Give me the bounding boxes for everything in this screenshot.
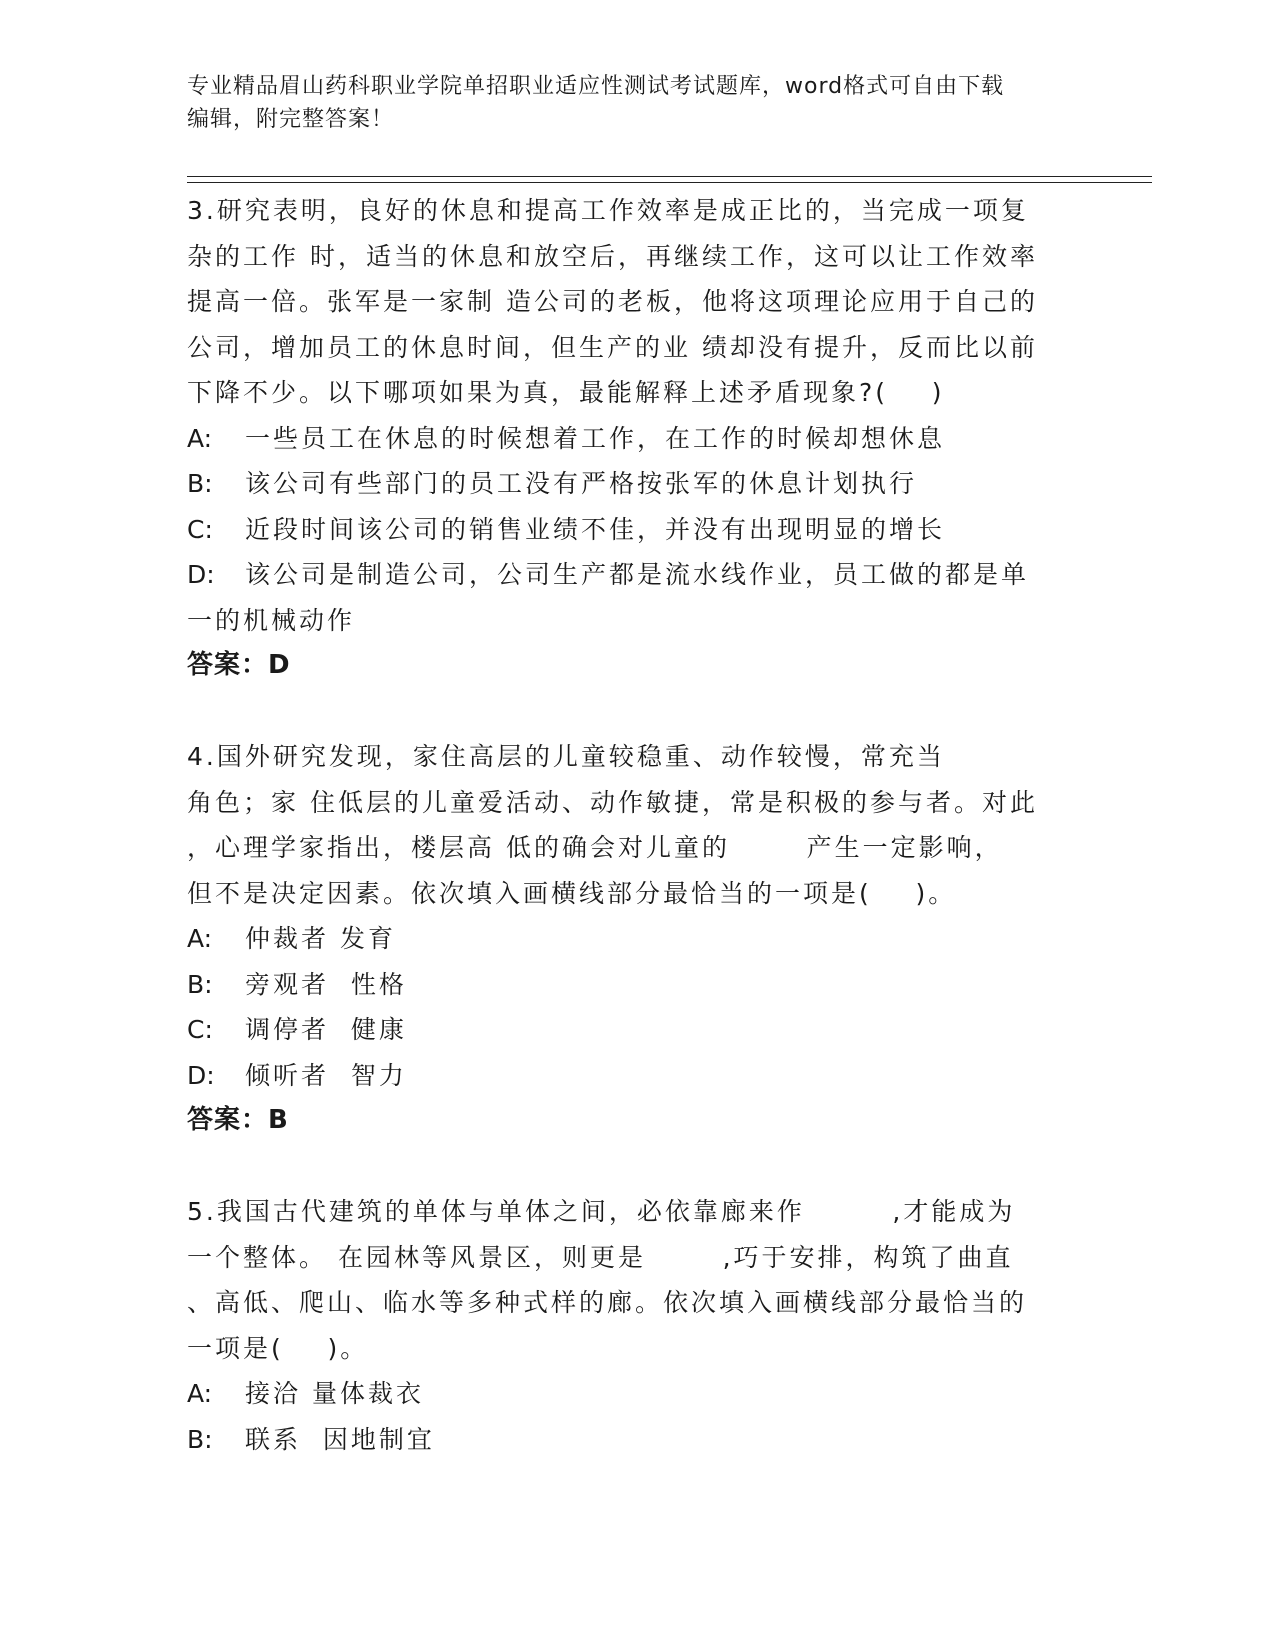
question-text-line: 3.研究表明，良好的休息和提高工作效率是成正比的，当完成一项复 [187,196,1029,225]
option-key: B: [187,1424,213,1454]
question-text-line: 5.我国古代建筑的单体与单体之间，必依靠廊来作 ,才能成为 [187,1197,1016,1226]
option-text: 旁观者 性格 [245,969,407,999]
document-body [187,188,1087,1462]
option-c [187,507,1087,553]
option-text: 倾听者 智力 [245,1060,407,1090]
option-b [187,461,1087,507]
option-text: 联系 因地制宜 [245,1424,435,1454]
option-text: 近段时间该公司的销售业绩不佳，并没有出现明显的增长 [245,514,946,544]
question-5 [187,1189,1087,1462]
question-text-line: ，心理学家指出，楼层高 低的确会对儿童的 产生一定影响， [187,833,1003,862]
header-rule-top [187,176,1152,177]
option-text: 该公司有些部门的员工没有严格按张军的休息计划执行 [245,469,918,498]
spacer [187,1144,1087,1190]
header-line-2: 编辑，附完整答案！ [187,107,395,132]
option-text: 一些员工在休息的时候想着工作，在工作的时候却想休息 [245,423,946,453]
spacer [187,689,1087,735]
option-text: 仲裁者 发育 [245,924,396,953]
question-text-line: 一个整体。 在园林等风景区，则更是 ,巧于安排，构筑了曲直 [187,1242,1014,1272]
option-key: A: [187,1379,213,1408]
question-4 [187,734,1087,1144]
option-key: B: [187,969,213,999]
option-d [187,552,1087,598]
option-a [187,416,1087,462]
option-key: D: [187,560,215,589]
question-3 [187,188,1087,689]
option-continuation: 一的机械动作 [187,605,356,635]
header-line-1: 专业精品眉山药科职业学院单招职业适应性测试考试题库，word格式可自由下载 [187,74,1005,99]
question-text-line: 、高低、爬山、临水等多种式样的廊。依次填入画横线部分最恰当的 [187,1288,1028,1317]
option-key: A: [187,924,213,953]
question-text-line: 但不是决定因素。依次填入画横线部分最恰当的一项是( )。 [187,878,957,908]
option-text: 调停者 健康 [245,1015,407,1044]
option-key: B: [187,469,213,498]
option-c [187,1007,1087,1053]
question-text-line: 角色；家 住低层的儿童爱活动、动作敏捷，常是积极的参与者。对此 [187,787,1038,817]
option-a [187,1371,1087,1417]
document-header [187,70,1087,136]
option-text: 接洽 量体裁衣 [245,1379,424,1408]
question-text-line: 下降不少。以下哪项如果为真，最能解释上述矛盾现象?( ) [187,378,945,407]
option-text: 该公司是制造公司，公司生产都是流水线作业，员工做的都是单 [245,560,1030,589]
option-key: D: [187,1060,215,1090]
option-key: C: [187,514,213,544]
option-key: C: [187,1015,213,1044]
answer-label: 答案：B [187,1105,289,1135]
option-b [187,962,1087,1008]
question-text-line: 杂的工作 时，适当的休息和放空后，再继续工作，这可以让工作效率 [187,241,1038,271]
question-text-line: 4.国外研究发现，家住高层的儿童较稳重、动作较慢，常充当 [187,742,945,771]
header-rule-bottom [187,182,1152,183]
question-text-line: 公司，增加员工的休息时间，但生产的业 绩却没有提升，反而比以前 [187,332,1038,362]
question-text-line: 提高一倍。张军是一家制 造公司的老板，他将这项理论应用于自己的 [187,287,1038,316]
option-b [187,1417,1087,1463]
option-key: A: [187,423,213,453]
question-text-line: 一项是( )。 [187,1333,369,1363]
option-d [187,1053,1087,1099]
option-a [187,916,1087,962]
answer-label: 答案：D [187,650,291,680]
